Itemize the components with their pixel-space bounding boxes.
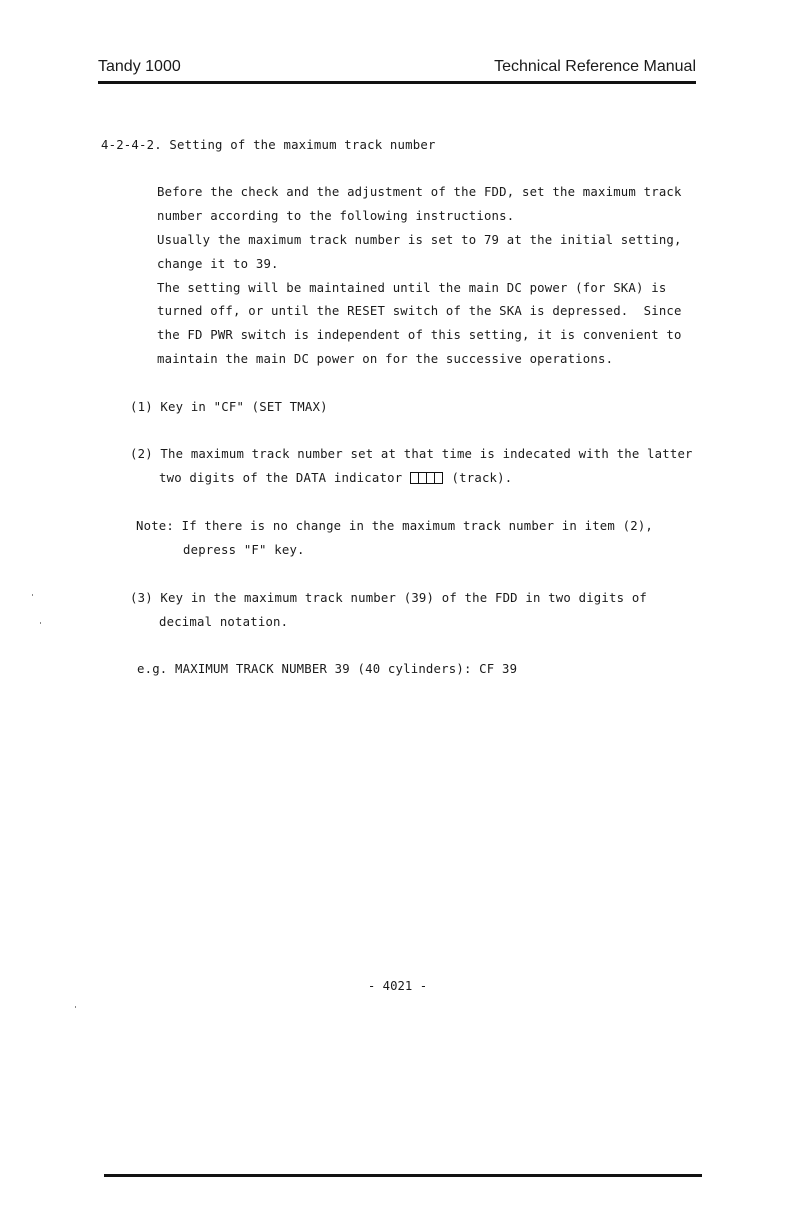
paragraph-line: change it to 39. <box>157 257 279 271</box>
step-3-line-2: decimal notation. <box>159 615 289 629</box>
header-divider <box>98 81 696 84</box>
paragraph-line: the FD PWR switch is independent of this setting, it is convenient to <box>157 328 682 342</box>
step-1: (1) Key in "CF" (SET TMAX) <box>130 400 328 414</box>
example-line: e.g. MAXIMUM TRACK NUMBER 39 (40 cylinders): CF 39 <box>137 662 518 676</box>
step-2-text-after: (track). <box>451 471 513 485</box>
scan-speck <box>40 622 41 624</box>
paragraph-line: number according to the following instructions. <box>157 209 515 223</box>
step-2-line-2 <box>159 466 512 492</box>
footer-divider <box>104 1174 702 1177</box>
note-line-1: Note: If there is no change in the maximum track number in item (2), <box>136 519 654 533</box>
data-indicator-icon <box>410 468 442 492</box>
paragraph-line: turned off, or until the RESET switch of the SKA is depressed. Since <box>157 304 682 318</box>
step-2-text-before: two digits of the DATA indicator <box>159 471 403 485</box>
page-number: - 4021 - <box>367 979 428 993</box>
paragraph-line: Before the check and the adjustment of the FDD, set the maximum track <box>157 185 682 199</box>
section-heading: 4-2-4-2. Setting of the maximum track number <box>101 138 436 152</box>
paragraph-line: The setting will be maintained until the main DC power (for SKA) is <box>157 281 667 295</box>
header-title-left: Tandy 1000 <box>98 58 181 75</box>
paragraph-line: Usually the maximum track number is set to 79 at the initial setting, <box>157 233 682 247</box>
paragraph-line: maintain the main DC power on for the successive operations. <box>157 352 614 366</box>
step-3-line-1: (3) Key in the maximum track number (39) of the FDD in two digits of <box>130 591 648 605</box>
scan-speck <box>75 1006 76 1008</box>
note-line-2: depress "F" key. <box>183 543 305 557</box>
step-2-line-1: (2) The maximum track number set at that time is indecated with the latter <box>130 447 693 461</box>
scan-speck <box>32 594 33 596</box>
header-title-right: Technical Reference Manual <box>494 58 696 75</box>
